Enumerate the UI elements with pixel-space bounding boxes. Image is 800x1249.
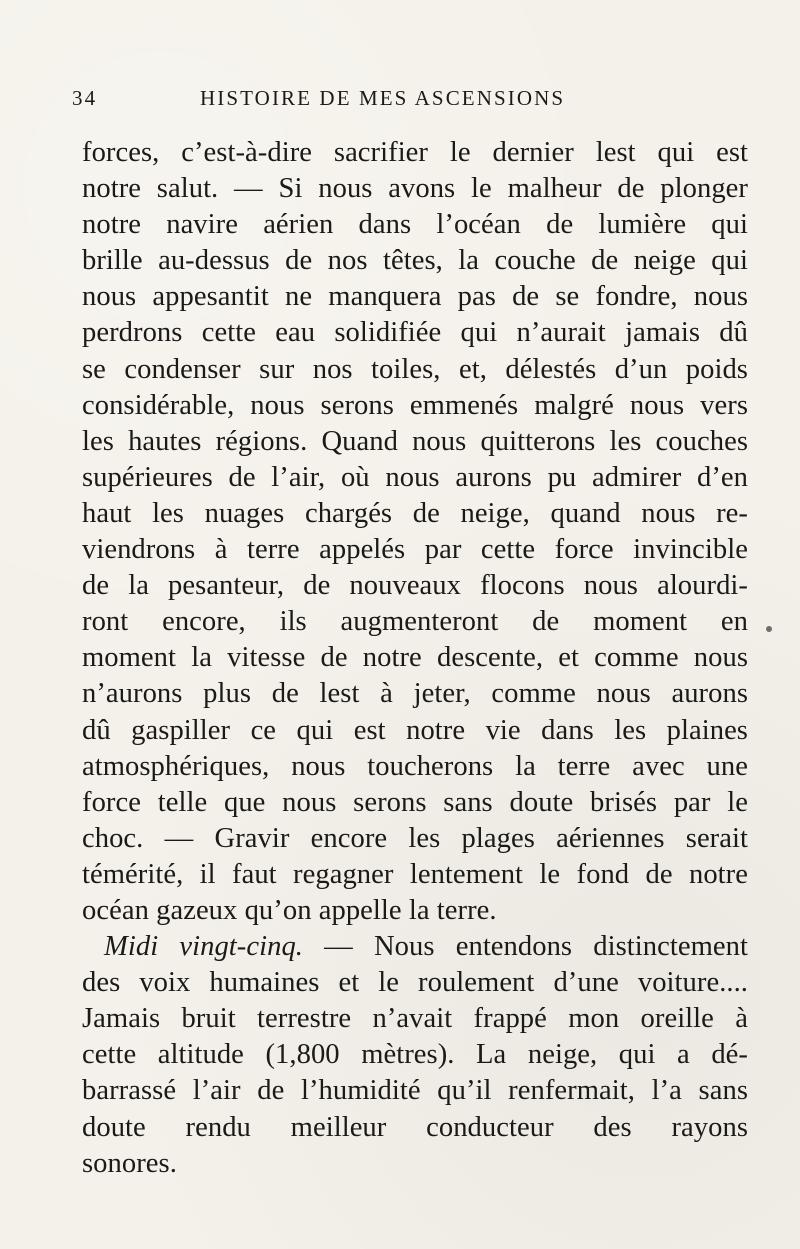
text-line: supérieures de l’air, où nous aurons pu admirer d’en (82, 461, 748, 493)
text-line: sonores. (82, 1147, 177, 1179)
page-number: 34 (72, 86, 98, 110)
time-label: Midi vingt-cinq. (104, 931, 303, 963)
text-line: les hautes régions. Quand nous quitterons les couches (82, 425, 748, 457)
time-entry-text: — Nous entendons distinctement (303, 931, 748, 963)
text-line: notre navire aérien dans l’océan de lumière qui (82, 209, 748, 241)
text-line: haut les nuages chargés de neige, quand nous re- (82, 497, 748, 529)
text-line: n’aurons plus de lest à jeter, comme nous aurons (82, 678, 748, 710)
text-line: cette altitude (1,800 mètres). La neige, qui a dé- (82, 1039, 748, 1071)
text-line: barrassé l’air de l’humidité qu’il renfermait, l’a sans (82, 1075, 748, 1107)
text-line: viendrons à terre appelés par cette force invincible (82, 534, 748, 566)
text-line: brille au-dessus de nos têtes, la couche de neige qui (82, 245, 748, 277)
text-line: considérable, nous serons emmenés malgré nous vers (82, 389, 748, 421)
time-entry-line (82, 929, 748, 965)
text-line: perdrons cette eau solidifiée qui n’aurait jamais dû (82, 317, 748, 349)
text-line: forces, c’est-à-dire sacrifier le dernier lest qui est (82, 137, 748, 168)
text-line: Jamais bruit terrestre n’avait frappé mon oreille à (82, 1003, 748, 1035)
text-line: choc. — Gravir encore les plages aériennes serait (82, 822, 748, 854)
text-line: océan gazeux qu’on appelle la terre. (82, 894, 497, 926)
text-line: force telle que nous serons sans doute brisés par le (82, 786, 748, 818)
text-line: moment la vitesse de notre descente, et comme nous (82, 642, 748, 674)
running-title: HISTOIRE DE MES ASCENSIONS (200, 86, 566, 110)
text-line: de la pesanteur, de nouveaux flocons nous alourdi- (82, 570, 748, 602)
text-line: se condenser sur nos toiles, et, délestés d’un poids (82, 353, 748, 385)
body-text (82, 135, 748, 1182)
text-line: ront encore, ils augmenteront de moment en (82, 606, 748, 638)
text-line: doute rendu meilleur conducteur des rayons (82, 1111, 748, 1143)
ink-speck (766, 626, 772, 632)
text-line: des voix humaines et le roulement d’une voiture.... (82, 967, 748, 999)
text-line: nous appesantit ne manquera pas de se fondre, nous (82, 281, 748, 313)
text-line: témérité, il faut regagner lentement le fond de notre (82, 858, 748, 890)
page-header (72, 86, 712, 120)
text-line: notre salut. — Si nous avons le malheur de plonger (82, 173, 748, 205)
text-line: dû gaspiller ce qui est notre vie dans les plaines (82, 714, 748, 746)
text-line: atmosphériques, nous toucherons la terre avec une (82, 750, 748, 782)
